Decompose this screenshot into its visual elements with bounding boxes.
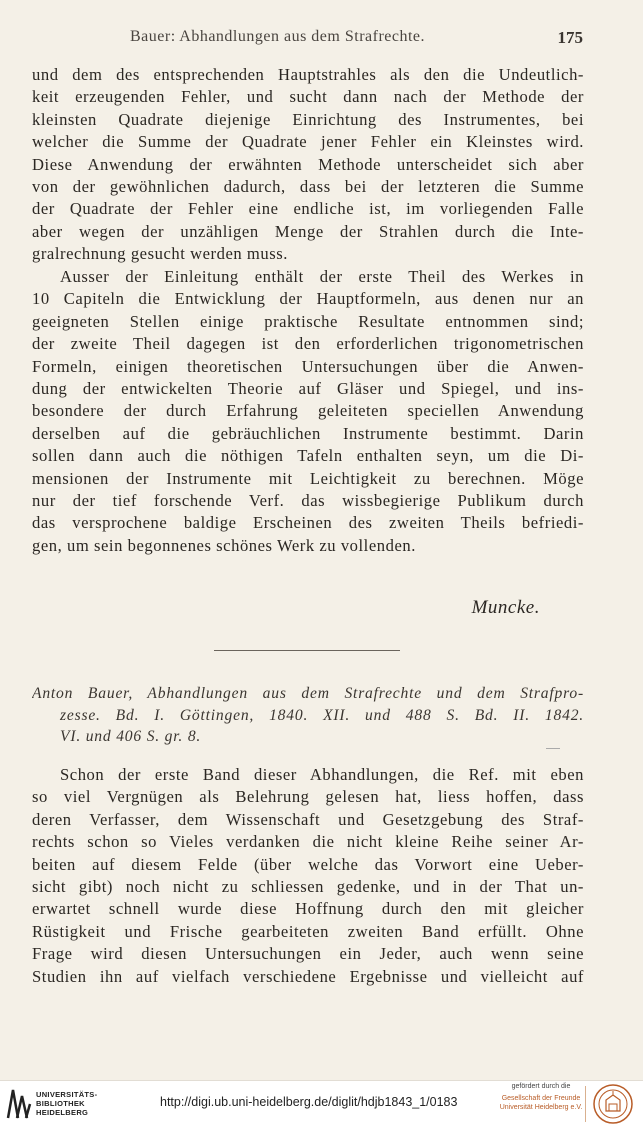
text-line: aber wegen der unzähligen Menge der Strahlen durch die Inte- bbox=[32, 221, 584, 241]
text-line: 10 Capiteln die Entwicklung der Hauptformeln, aus denen nur an bbox=[32, 289, 584, 309]
text-line: Schon der erste Band dieser Abhandlungen, die Ref. mit eben bbox=[60, 765, 584, 784]
permalink-url[interactable]: http://digi.ub.uni-heidelberg.de/diglit/hdjb1843_1/0183 bbox=[160, 1095, 458, 1109]
text-line: dung der entwickelten Theorie auf Gläser und Spiegel, und ins- bbox=[32, 378, 584, 398]
text-line: derselben auf die gebräuchlichen Instrumente bestimmt. Darin bbox=[32, 423, 584, 443]
text-line: Ausser der Einleitung enthält der erste Theil des Werkes in bbox=[60, 267, 584, 286]
small-dash bbox=[546, 748, 560, 749]
author-signature: Muncke. bbox=[471, 597, 540, 618]
text-line: der Quadrate der Fehler eine endliche ist, im vorliegenden Falle bbox=[32, 199, 584, 219]
university-seal-icon bbox=[592, 1083, 634, 1125]
sponsor-label: gefördert durch die bbox=[511, 1083, 571, 1090]
text-line: mensionen der Instrumente mit Leichtigkeit zu berechnen. Möge bbox=[32, 468, 584, 488]
text-line: beiten auf diesem Felde (über welche das Vorwort eine Ueber- bbox=[32, 854, 584, 874]
text-line: erwartet schnell wurde diese Hoffnung durch den mit gleicher bbox=[32, 899, 584, 919]
paragraph-1 bbox=[32, 64, 584, 266]
text-line: sollen dann auch die nöthigen Tafeln enthalten seyn, um die Di- bbox=[32, 446, 584, 466]
text-line: gen, um sein begonnenes schönes Werk zu vollenden. bbox=[32, 535, 416, 555]
text-line: nur der tief forschende Verf. das wissbegierige Publikum durch bbox=[32, 490, 584, 510]
text-line: von der gewöhnlichen dadurch, dass bei der letzteren die Summe bbox=[32, 176, 584, 196]
text-line: Diese Anwendung der erwähnten Methode unterscheidet sich aber bbox=[32, 154, 584, 174]
text-line: geeigneten Stellen einige praktische Resultate entnommen sind; bbox=[32, 311, 584, 331]
paragraph-2 bbox=[32, 266, 584, 557]
book-citation bbox=[32, 683, 584, 748]
citation-line: zesse. Bd. I. Göttingen, 1840. XII. und 488 S. Bd. II. 1842. bbox=[60, 706, 584, 724]
text-line: so viel Vergnügen als Belehrung gelesen hat, liess hoffen, dass bbox=[32, 787, 584, 807]
running-head: Bauer: Abhandlungen aus dem Strafrechte. bbox=[130, 28, 426, 45]
sponsor-name: Gesellschaft der Freunde bbox=[501, 1095, 581, 1102]
sponsor-divider bbox=[585, 1086, 586, 1122]
page-number: 175 bbox=[557, 28, 583, 47]
text-line: welcher die Summe der Quadrate jener Fehler ein Kleinstes wird. bbox=[32, 132, 584, 152]
text-line: kleinsten Quadrate diejenige Einrichtung des Instrumentes, bei bbox=[32, 109, 584, 129]
text-line: deren Verfasser, dem Wissenschaft und Gesetzgebung des Straf- bbox=[32, 809, 584, 829]
paragraph-3 bbox=[32, 764, 584, 988]
text-line: Formeln, einigen theoretischen Untersuchungen über die Anwen- bbox=[32, 356, 584, 376]
sponsor-name: Universität Heidelberg e.V. bbox=[499, 1104, 583, 1111]
text-line: Rüstigkeit und Frische gearbeiteten zweiten Band erfüllt. Ohne bbox=[32, 921, 584, 941]
text-line: sicht gibt) noch nicht zu schliessen gedenke, und in der That un- bbox=[32, 876, 584, 896]
text-line: gralrechnung gesucht werden muss. bbox=[32, 244, 288, 264]
text-line: und dem des entsprechenden Hauptstrahles als den die Undeutlich- bbox=[32, 65, 584, 84]
text-line: rechts schon so Vieles verdanken die nicht kleine Reihe seiner Ar- bbox=[32, 832, 584, 852]
library-name bbox=[36, 1090, 97, 1117]
library-name-line: UNIVERSITÄTS- bbox=[36, 1090, 98, 1099]
citation-line: Anton Bauer, Abhandlungen aus dem Strafrechte und dem Strafpro- bbox=[32, 685, 584, 702]
text-line: Studien ihn auf vielfach verschiedene Ergebnisse und vielleicht auf bbox=[32, 966, 584, 986]
sponsor-block bbox=[498, 1083, 584, 1112]
text-line: besondere der durch Erfahrung geleiteten speciellen Anwendung bbox=[32, 401, 584, 421]
text-line: der zweite Theil dagegen ist den erforderlichen trigonometrischen bbox=[32, 334, 584, 354]
section-divider bbox=[214, 650, 400, 651]
university-library-logo-icon bbox=[6, 1086, 32, 1120]
library-name-line: HEIDELBERG bbox=[36, 1108, 89, 1117]
text-line: das versprochene baldige Erscheinen des zweiten Theils befriedi- bbox=[32, 513, 584, 533]
library-name-line: BIBLIOTHEK bbox=[36, 1099, 85, 1108]
citation-line: VI. und 406 S. gr. 8. bbox=[60, 728, 202, 745]
text-line: keit erzeugenden Fehler, und sucht dann nach der Methode der bbox=[32, 87, 584, 107]
text-line: Frage wird diesen Untersuchungen ein Jeder, auch wenn seine bbox=[32, 944, 584, 964]
